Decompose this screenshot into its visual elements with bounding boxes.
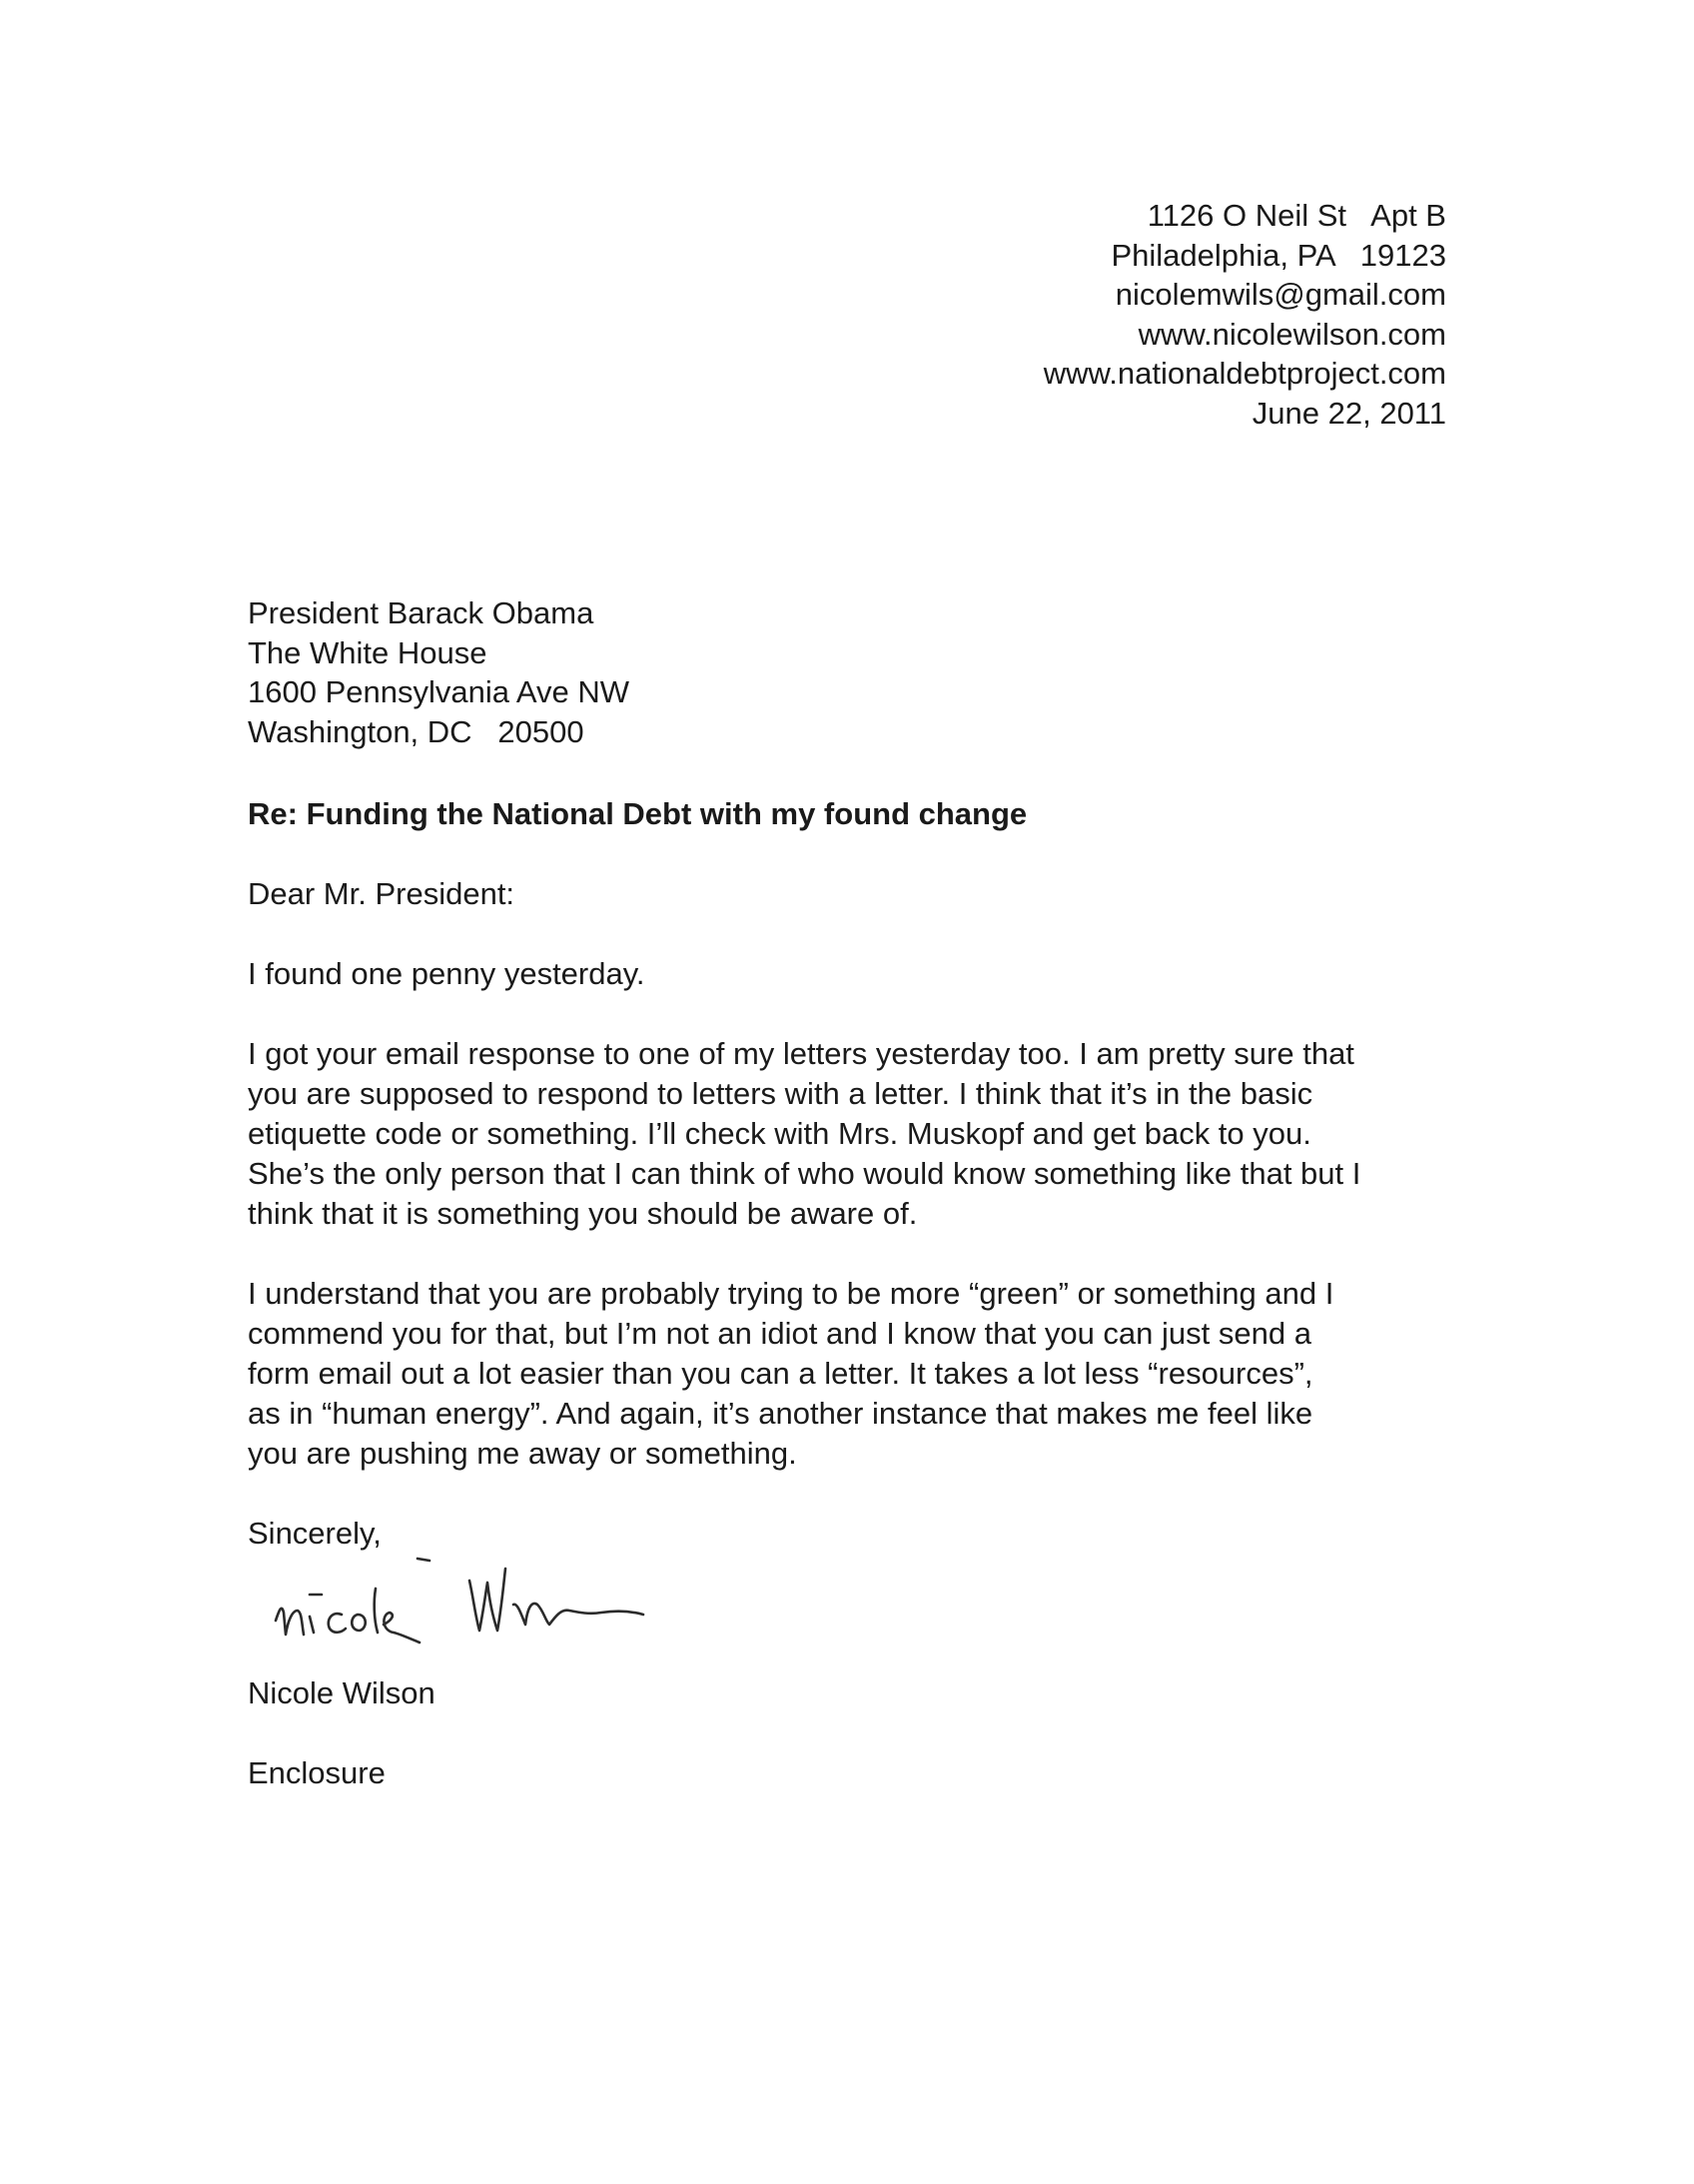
signer-name: Nicole Wilson [248,1675,435,1710]
sender-website-2: www.nationaldebtproject.com [1043,356,1446,392]
paragraph-line: commend you for that, but I’m not an idiot and I know that you can just send a [248,1316,1311,1351]
paragraph-3 [248,1274,1466,1474]
recipient-name: President Barack Obama [248,595,594,630]
paragraph-line: I got your email response to one of my letters yesterday too. I am pretty sure that [248,1036,1354,1071]
recipient-city: Washington, DC 20500 [248,713,584,749]
sender-address-line2: Philadelphia, PA 19123 [1111,237,1446,273]
recipient-street: 1600 Pennsylvania Ave NW [248,674,629,710]
paragraph-line: I understand that you are probably trying to be more “green” or something and I [248,1276,1334,1311]
paragraph-1 [248,954,1466,994]
paragraph-line: think that it is something you should be aware of. [248,1196,918,1231]
sender-block [1044,196,1446,434]
recipient-block [248,593,629,751]
paragraph-2 [248,1034,1466,1234]
salutation: Dear Mr. President: [248,876,515,911]
recipient-org: The White House [248,634,487,670]
sender-website-1: www.nicolewilson.com [1138,316,1446,352]
letter-date: June 22, 2011 [1252,395,1446,431]
paragraph-line: you are supposed to respond to letters with a letter. I think that it’s in the basic [248,1076,1313,1111]
closing: Sincerely, [248,1516,382,1551]
paragraph-line: you are pushing me away or something. [248,1436,797,1471]
handwritten-signature [270,1539,689,1668]
sender-email: nicolemwils@gmail.com [1115,277,1446,313]
paragraph-line: I found one penny yesterday. [248,956,645,991]
paragraph-line: etiquette code or something. I’ll check with Mrs. Muskopf and get back to you. [248,1116,1311,1151]
sender-address-line1: 1126 O Neil St Apt B [1147,198,1446,233]
paragraph-line: as in “human energy”. And again, it’s another instance that makes me feel like [248,1396,1313,1431]
subject-line: Re: Funding the National Debt with my found change [248,796,1028,831]
enclosure-note: Enclosure [248,1755,386,1790]
paragraph-line: form email out a lot easier than you can a letter. It takes a lot less “resources”, [248,1356,1313,1391]
paragraph-line: She’s the only person that I can think of who would know something like that but I [248,1156,1361,1191]
